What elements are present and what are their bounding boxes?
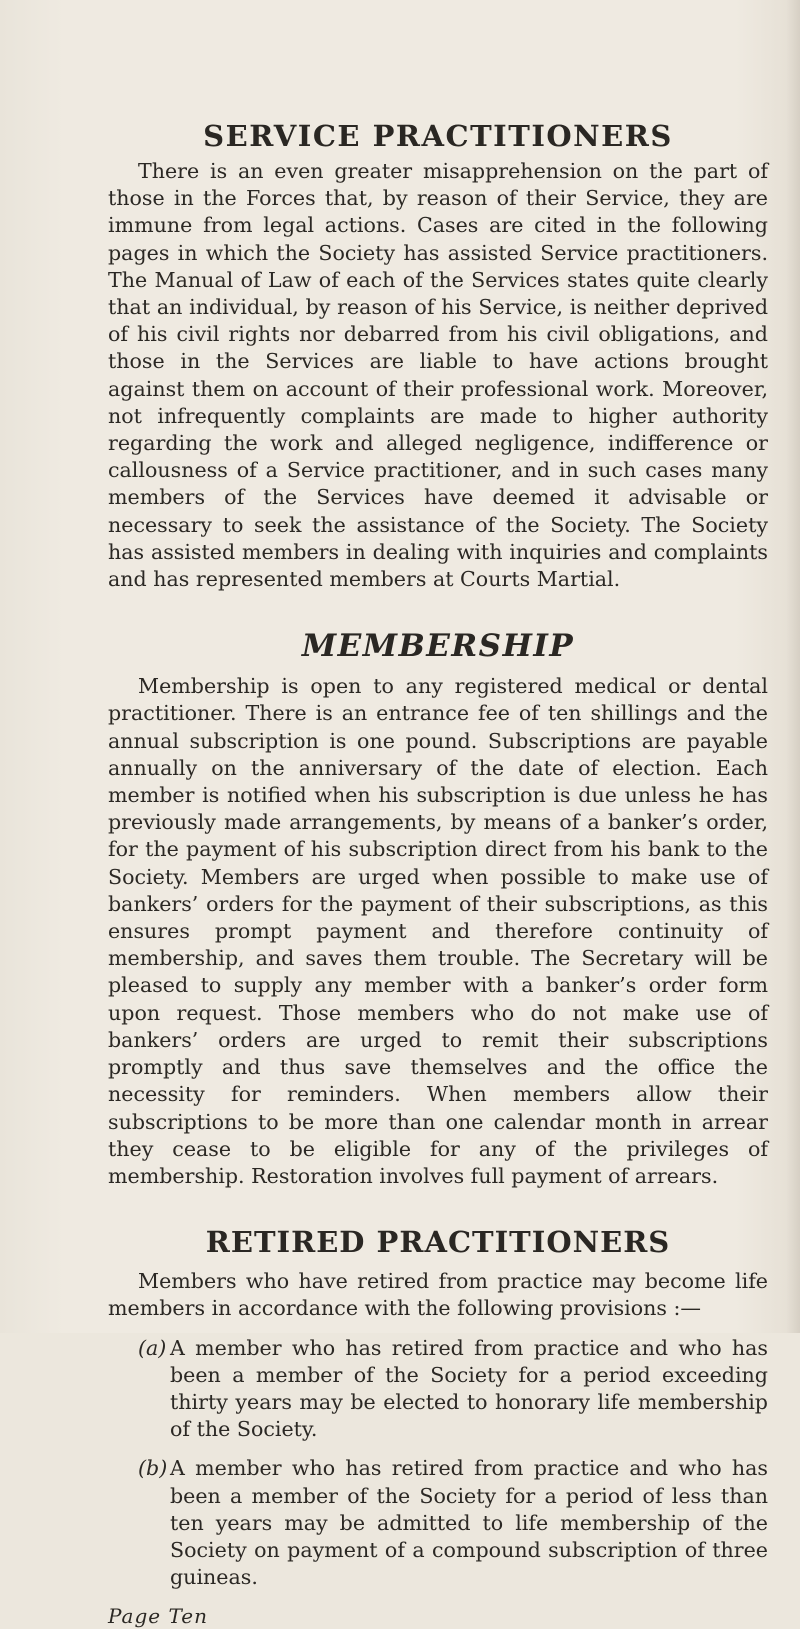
service-practitioners-paragraph: There is an even greater misapprehension on the part of those in the Forces that, by reason of their Service, they are immune from legal actions. Cases are cited in the following pages in which the Society has assisted Service practitioners. The Manual of Law of each of the Services states quite clearly that an individual, by reason of his Service, is neither deprived of his civil rights nor debarred from his civil obligations, and those in the Services are liable to have actions brought against them on account of their professional work. Moreover, not infrequently complaints are made to higher authority regarding the work and alleged negligence, indifference or callousness of a Service practitioner, and in such cases many members of the Services have deemed it advisable or necessary to seek the assistance of the Society. The Society has assisted members in dealing with inquiries and complaints and has represented members at Courts Martial. [108, 159, 768, 592]
provision-text-b: A member who has retired from practice and who has been a member of the Society for a period of less than ten years may be admitted to life membership of the Society on payment of a compound subscription of three guineas. [170, 1456, 768, 1590]
retired-practitioners-section [108, 1224, 768, 1591]
retired-practitioners-paragraph: Members who have retired from practice may become life members in accordance with the following provisions :— [108, 1269, 768, 1321]
membership-paragraph: Membership is open to any registered medical or dental practitioner. There is an entrance fee of ten shillings and the annual subscription is one pound. Subscriptions are payable annually on the anniversary of the date of election. Each member is notified when his subscription is due unless he has previously made arrangements, by means of a banker’s order, for the payment of his subscription direct from his bank to the Society. Members are urged when possible to make use of bankers’ orders for the payment of their subscriptions, as this ensures prompt payment and therefore continuity of membership, and saves them trouble. The Secretary will be pleased to supply any member with a banker’s order form upon request. Those members who do not make use of bankers’ orders are urged to remit their subscriptions promptly and thus save themselves and the office the necessity for reminders. When members allow their subscriptions to be more than one calendar month in arrear they cease to be eligible for any of the privileges of membership. Restoration involves full payment of arrears. [108, 674, 768, 1188]
page-edge-shadow [786, 0, 800, 1333]
service-practitioners-heading: SERVICE PRACTITIONERS [203, 119, 673, 153]
provision-item-b [108, 1455, 768, 1591]
provision-text-a: A member who has retired from practice and who has been a member of the Society for a period exceeding thirty years may be elected to honorary life membership of the Society. [170, 1335, 768, 1442]
provision-item-a [108, 1335, 768, 1444]
page-number-label: Page Ten [108, 1604, 208, 1629]
provision-marker-a: (a) [138, 1335, 167, 1360]
page-content [108, 118, 768, 1629]
service-practitioners-section [108, 118, 768, 593]
membership-section [108, 627, 768, 1190]
retired-practitioners-heading: RETIRED PRACTITIONERS [205, 1225, 671, 1260]
provisions-list [108, 1335, 768, 1592]
provision-marker-b: (b) [138, 1456, 168, 1481]
membership-heading: MEMBERSHIP [301, 628, 575, 665]
